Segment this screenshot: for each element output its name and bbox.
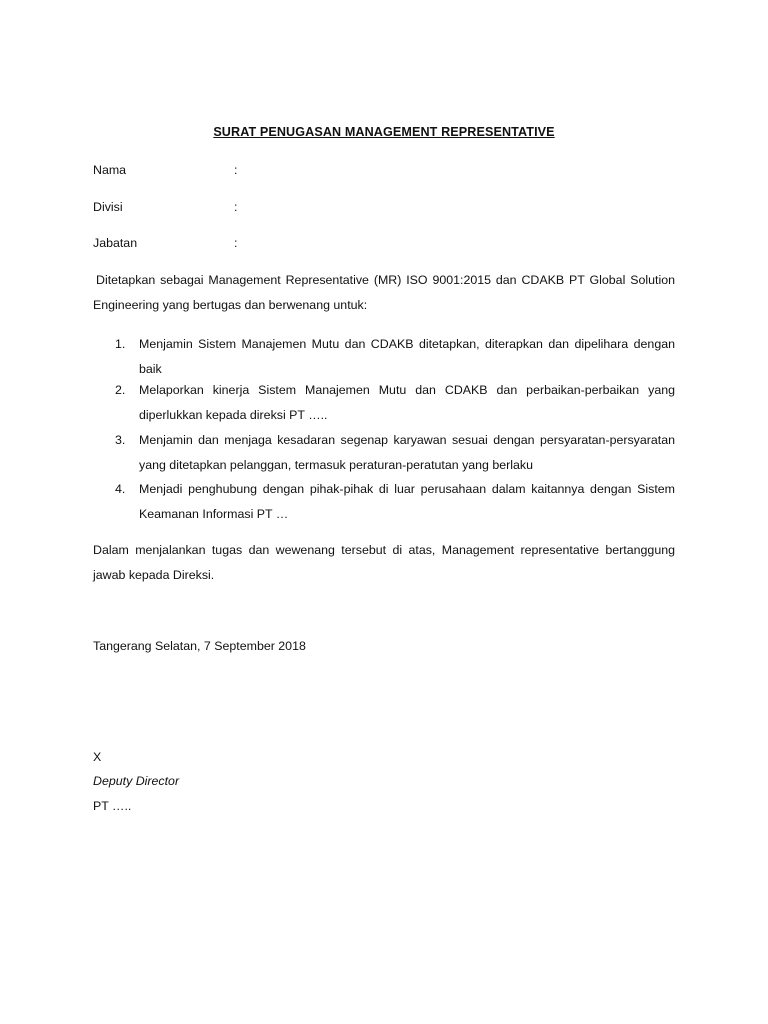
list-item-number: 3. — [115, 433, 126, 447]
list-item-number: 1. — [115, 337, 126, 351]
field-label: Nama — [93, 163, 127, 177]
list-item-text: Menjadi penghubung dengan pihak-pihak di luar perusahaan dalam kaitannya dengan Sistem Keamanan Informasi PT … — [139, 482, 675, 521]
list-item-text: Melaporkan kinerja Sistem Manajemen Mutu dan CDAKB dan perbaikan-perbaikan yang diperlukkan kepada direksi PT ….. — [139, 383, 675, 422]
signatory-company: PT ….. — [93, 799, 132, 813]
place-date: Tangerang Selatan, 7 September 2018 — [93, 639, 306, 653]
list-item-text: Menjamin Sistem Manajemen Mutu dan CDAKB ditetapkan, diterapkan dan dipelihara dengan baik — [139, 337, 675, 376]
list-item-text: Menjamin dan menjaga kesadaran segenap karyawan sesuai dengan persyaratan-persyaratan yang ditetapkan pelanggan, termasuk peraturan-peratutan yang berlaku — [139, 433, 675, 472]
document-title: SURAT PENUGASAN MANAGEMENT REPRESENTATIVE — [213, 125, 555, 139]
signatory-position: Deputy Director — [93, 774, 180, 788]
field-colon: : — [234, 163, 238, 177]
intro-paragraph: Ditetapkan sebagai Management Representative (MR) ISO 9001:2015 dan CDAKB PT Global Solution Engineering yang bertugas dan berwenang untuk: — [93, 273, 675, 312]
signatory-name: X — [93, 750, 102, 764]
list-item-number: 2. — [115, 383, 126, 397]
field-colon: : — [234, 200, 238, 214]
list-item-number: 4. — [115, 482, 126, 496]
field-label: Jabatan — [93, 236, 138, 250]
field-colon: : — [234, 236, 238, 250]
closing-paragraph: Dalam menjalankan tugas dan wewenang tersebut di atas, Management representative bertanggung jawab kepada Direksi. — [93, 543, 675, 582]
field-label: Divisi — [93, 200, 123, 214]
